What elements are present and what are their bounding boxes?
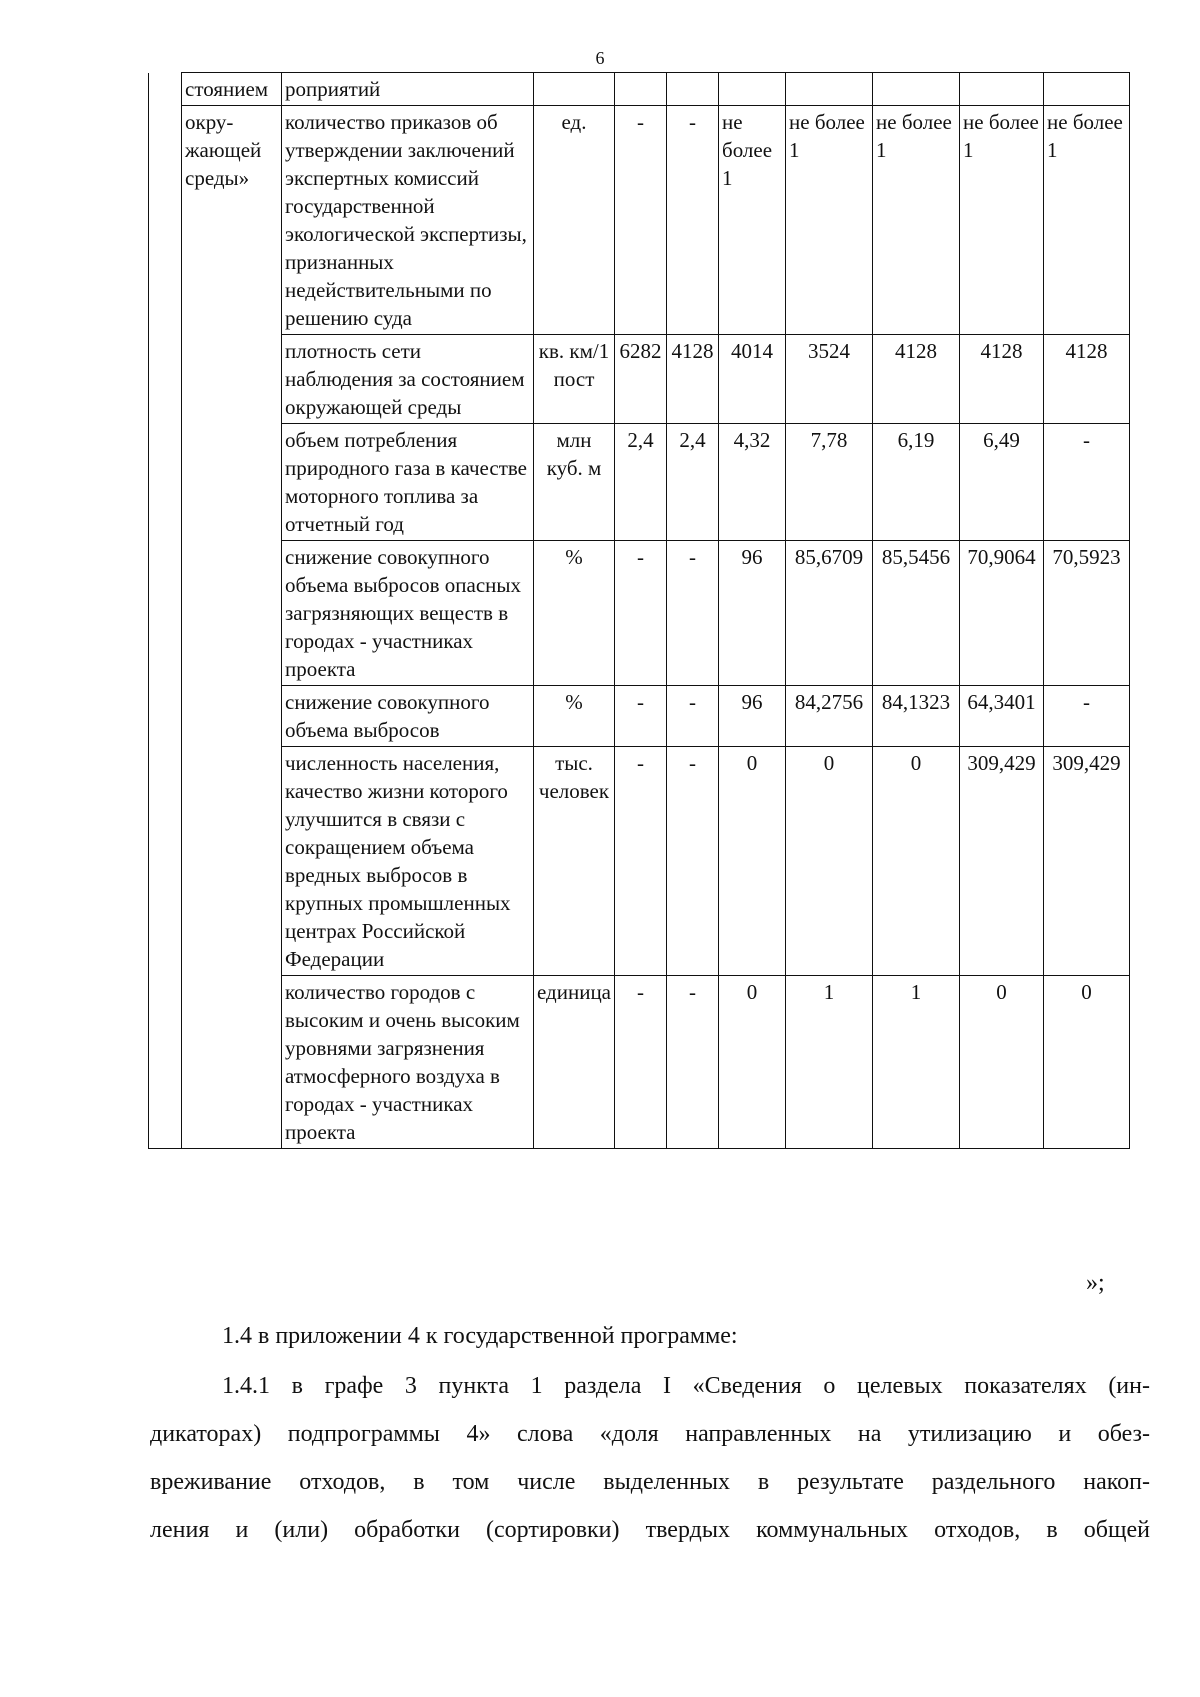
paragraph-2-line: 1.4.1 в графе 3 пункта 1 раздела I «Сведения о целевых показателях (ин- [222,1373,1150,1399]
value-cell: 7,78 [786,424,873,541]
unit-cell: % [534,686,615,747]
number-cell [149,73,182,1149]
paragraph-1: 1.4 в приложении 4 к государственной программе: [222,1323,738,1349]
value-cell: - [615,541,667,686]
value-cell: 70,5923 [1044,541,1130,686]
table-row [149,686,1130,747]
value-cell: - [667,106,719,335]
table-row [149,73,1130,106]
group-cell: окру- жающей среды» [182,106,282,1149]
indicator-name: плотность сети наблюдения за состоянием окружающей среды [282,335,534,424]
value-cell: не более 1 [873,106,960,335]
value-cell: 1 [873,976,960,1149]
value-cell: 6,19 [873,424,960,541]
value-cell: - [667,541,719,686]
indicator-name: численность населения, качество жизни которого улучшится в связи с сокращением объема вредных выбросов в крупных промышленных центрах Российской Федерации [282,747,534,976]
unit-cell: единица [534,976,615,1149]
paragraph-2-line: дикаторах) подпрограммы 4» слова «доля направленных на утилизацию и обез- [150,1421,1150,1447]
value-cell: не более 1 [1044,106,1130,335]
unit-cell: млн куб. м [534,424,615,541]
value-cell: 4,32 [719,424,786,541]
value-cell: 4128 [1044,335,1130,424]
paragraph-2-line: ления и (или) обработки (сортировки) твердых коммунальных отходов, в общей [150,1517,1150,1543]
value-cell: 0 [1044,976,1130,1149]
value-cell: 0 [719,976,786,1149]
table-row [149,335,1130,424]
value-cell: - [667,747,719,976]
unit-cell: тыс. человек [534,747,615,976]
table-row [149,541,1130,686]
value-cell: - [1044,686,1130,747]
value-cell: - [615,106,667,335]
value-cell: 2,4 [615,424,667,541]
value-cell: 0 [960,976,1044,1149]
value-cell: 84,1323 [873,686,960,747]
value-cell: 6,49 [960,424,1044,541]
value-cell: не более 1 [786,106,873,335]
indicator-name: снижение совокупного объема выбросов опасных загрязняющих веществ в городах - участниках проекта [282,541,534,686]
indicators-table [148,72,1130,1149]
value-cell: 85,5456 [873,541,960,686]
indicator-name: количество приказов об утверждении заключений экспертных комиссий государственной экологической экспертизы, признанных недействительными по решению суда [282,106,534,335]
value-cell: 1 [786,976,873,1149]
value-cell: 85,6709 [786,541,873,686]
value-cell: 96 [719,541,786,686]
table-row [149,106,1130,335]
unit-cell: кв. км/1 пост [534,335,615,424]
value-cell: - [667,686,719,747]
value-cell: - [615,747,667,976]
table-row [149,747,1130,976]
value-cell: 4128 [667,335,719,424]
value-cell: - [615,976,667,1149]
value-cell: 0 [719,747,786,976]
value-cell: не более 1 [960,106,1044,335]
value-cell: 4128 [960,335,1044,424]
value-cell: - [615,686,667,747]
value-cell: - [667,976,719,1149]
indicator-name: роприятий [282,73,534,106]
unit-cell: % [534,541,615,686]
value-cell: 0 [786,747,873,976]
value-cell: 0 [873,747,960,976]
unit-cell: ед. [534,106,615,335]
value-cell: 309,429 [960,747,1044,976]
indicator-name: снижение совокупного объема выбросов [282,686,534,747]
table-row [149,976,1130,1149]
page-number: 6 [595,48,605,68]
value-cell: 64,3401 [960,686,1044,747]
value-cell: 3524 [786,335,873,424]
group-cell: стоянием [182,73,282,106]
value-cell: 4014 [719,335,786,424]
value-cell: не более 1 [719,106,786,335]
value-cell: 2,4 [667,424,719,541]
table-row [149,424,1130,541]
indicator-name: объем потребления природного газа в качестве моторного топлива за отчетный год [282,424,534,541]
value-cell: 96 [719,686,786,747]
closing-quote: »; [1086,1270,1105,1296]
value-cell: - [1044,424,1130,541]
value-cell: 4128 [873,335,960,424]
value-cell: 6282 [615,335,667,424]
indicator-name: количество городов с высоким и очень высоким уровнями загрязнения атмосферного воздуха в городах - участниках проекта [282,976,534,1149]
value-cell: 70,9064 [960,541,1044,686]
paragraph-2-line: вреживание отходов, в том числе выделенных в результате раздельного накоп- [150,1469,1150,1495]
paragraph-2 [150,1362,1150,1554]
value-cell: 84,2756 [786,686,873,747]
value-cell: 309,429 [1044,747,1130,976]
